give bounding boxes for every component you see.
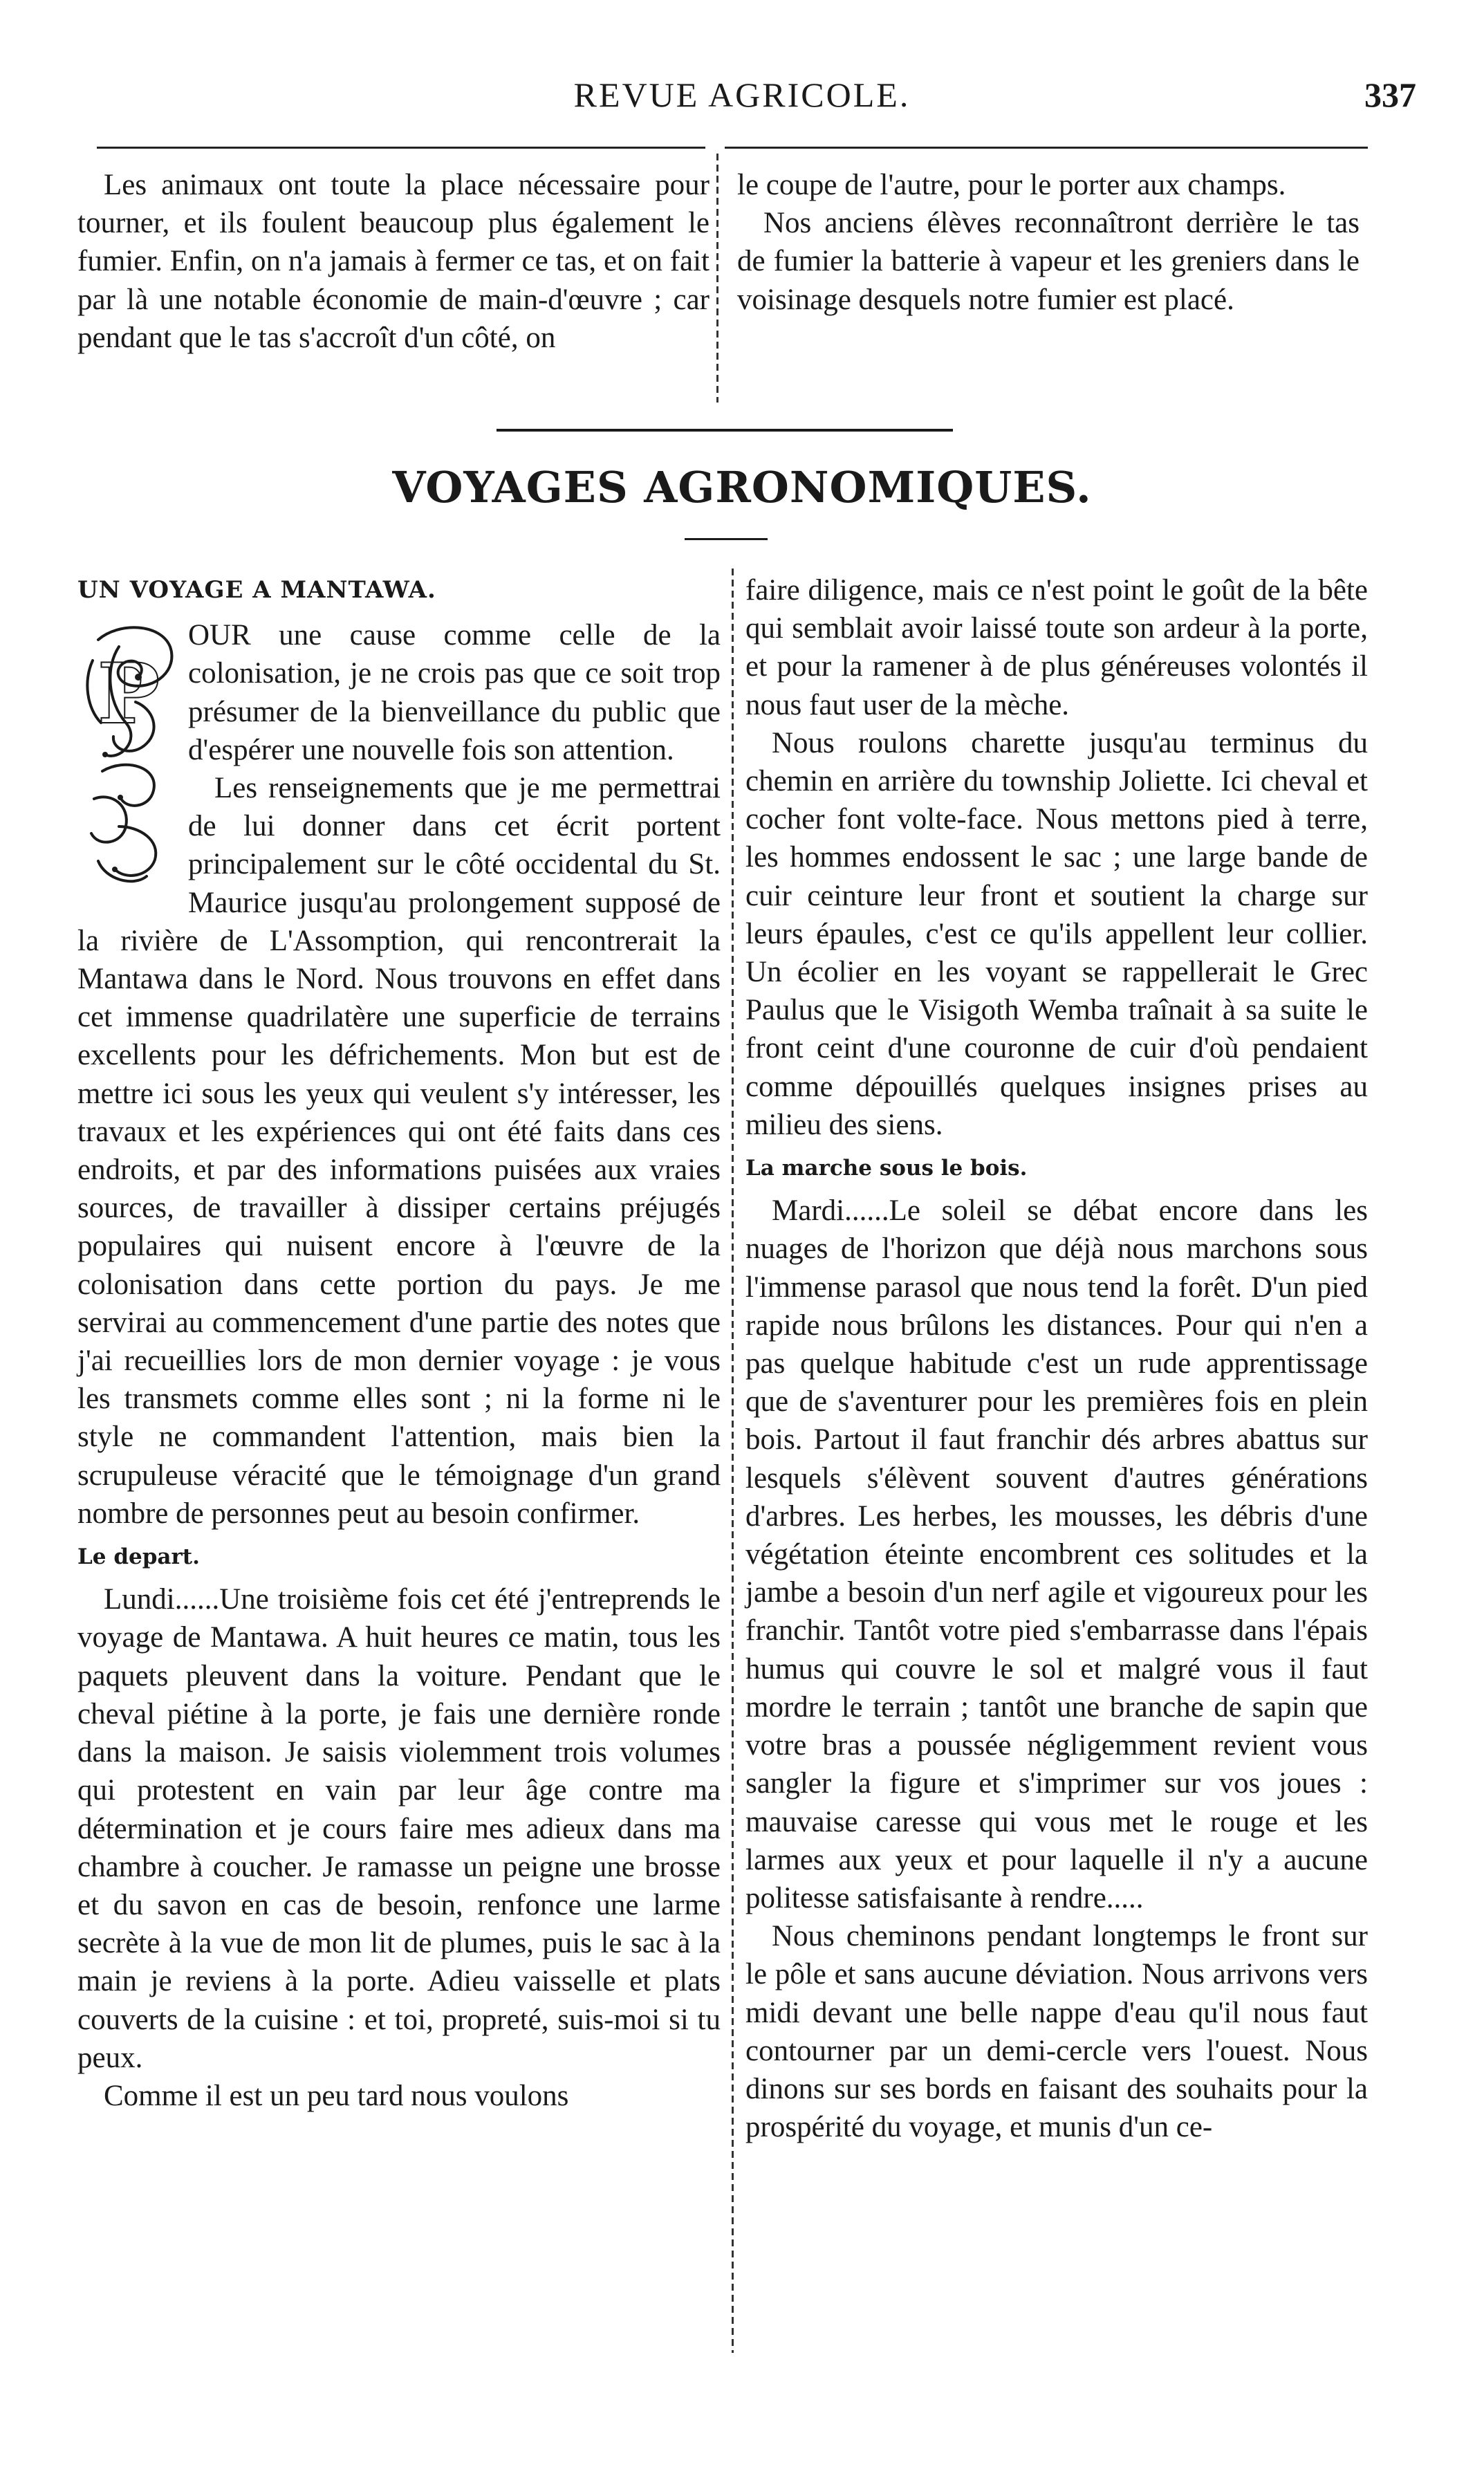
drop-cap-letter: P bbox=[97, 645, 160, 743]
header-rule-left bbox=[97, 147, 705, 149]
drop-cap bbox=[77, 619, 180, 890]
article-right-column bbox=[745, 571, 1368, 2146]
page-number: 337 bbox=[1364, 75, 1416, 114]
right-paragraph-3: Mardi......Le soleil se débat encore dans les nuages de l'horizon que déjà nous marchons sous l'immense parasol que nous tend la forêt. D'un pied rapide nous brûlons les distances. Pour qui n'en a pas quelque habitude c'est un rude apprentissage que de s'aventurer pour les premières fois en plein bois. Partout il faut franchir dés arbres abattus sur lesquels s'élèvent souvent d'autres générations d'arbres. Les herbes, les mousses, les débris d'une végétation éteinte encombrent ces solitudes et la jambe a besoin d'un nerf agile et vigoureux pour les franchir. Tantôt votre pied s'embarrasse dans l'épais humus qui couvre le sol et malgré vous il faut mordre le terrain ; tantôt une branche de sapin que votre bras a poussée négligemment revient vous sangler la figure et s'imprimer sur vos joues : mauvaise caresse qui vous met le rouge et les larmes aux yeux et pour laquelle il n'y a aucune politesse satisfaisante à rendre..... bbox=[745, 1194, 1368, 1914]
article-paragraph-3: Lundi......Une troisième fois cet été j'entreprends le voyage de Mantawa. A huit heures ce matin, tous les paquets pleuvent dans la voiture. Pendant que le cheval piétine à la porte, je fais une dernière ronde dans la maison. Je saisis violemment trois volumes qui protestent en vain par leur âge contre ma détermination et je cours faire mes adieux dans ma chambre à coucher. Je ramasse un peigne une brosse et du savon en cas de besoin, renfonce une larme secrète à la vue de mon lit de plumes, puis le sac à la main je reviens à la porte. Adieu vaisselle et plats couverts de la cuisine : et toi, propreté, suis-moi si tu peux. bbox=[77, 1583, 721, 2074]
running-title: REVUE AGRICOLE. bbox=[573, 75, 911, 114]
top-left-paragraph: Les animaux ont toute la place nécessaire pour tourner, et ils foulent beaucoup plus également le fumier. Enfin, on n'a jamais à fermer ce tas, et on fait par là une notable économie de main-d'œuvre ; car pendant que le tas s'accroît d'un côté, on bbox=[77, 169, 709, 354]
top-column-divider bbox=[716, 154, 718, 403]
section-rule-bottom bbox=[685, 538, 768, 540]
article-heading: UN VOYAGE A MANTAWA. bbox=[77, 576, 436, 604]
section-title: VOYAGES AGRONOMIQUES. bbox=[392, 462, 1092, 512]
lead-word: OUR bbox=[188, 619, 251, 652]
ornamental-p-icon bbox=[77, 619, 180, 890]
paragraph-1-rest: une cause comme celle de la colonisation, je ne crois pas que ce soit trop présumer de la bienveillance du public que d'espérer une nouvelle fois son attention. bbox=[188, 619, 721, 766]
top-left-column bbox=[77, 166, 709, 357]
right-paragraph-4: Nous cheminons pendant longtemps le front sur le pôle et sans aucune déviation. Nous arrivons vers midi devant une belle nappe d'eau qu'il nous faut contourner par un demi-cercle vers l'ouest. Nous dinons sur ses bords en faisant des souhaits pour la prospérité du voyage, et munis d'un ce- bbox=[745, 1920, 1368, 2144]
right-paragraph-1: faire diligence, mais ce n'est point le goût de la bête qui semblait avoir laissé toute son ardeur à la porte, et pour la ramener à de plus généreuses volontés il nous faut user de la mèche. bbox=[745, 574, 1368, 721]
section-rule-top bbox=[497, 429, 953, 432]
right-paragraph-2: Nous roulons charette jusqu'au terminus du chemin en arrière du township Joliette. Ici cheval et cocher font volte-face. Nous mettons pied à terre, les hommes endossent le sac ; une large bande de cuir ceinture leur front et soutient la charge sur leurs épaules, c'est ce qu'ils appellent leur collier. Un écolier en les voyant se rappellerait le Grec Paulus que le Visigoth Wemba traînait à sa suite le front ceint d'une couronne de cuir d'où pendaient comme dépouillés quelques insignes prises au milieu des siens. bbox=[745, 726, 1368, 1141]
subhead-depart: Le depart. bbox=[77, 1544, 200, 1570]
top-right-paragraph-2: Nos anciens élèves reconnaîtront derrière le tas de fumier la batterie à vapeur et les greniers dans le voisinage desquels notre fumier est placé. bbox=[737, 207, 1360, 316]
header-rule-right bbox=[725, 147, 1368, 149]
running-head bbox=[0, 75, 1484, 123]
top-right-column bbox=[737, 166, 1360, 319]
top-right-paragraph-1: le coupe de l'autre, pour le porter aux champs. bbox=[737, 169, 1286, 201]
subhead-marche: La marche sous le bois. bbox=[745, 1156, 1028, 1181]
article-paragraph-2: Les renseignements que je me permettrai de lui donner dans cet écrit portent principalement sur le côté occidental du St. Maurice jusqu'au prolongement supposé de la rivière de L'Assomption, qui rencontrerait la Mantawa dans le Nord. Nous trouvons en effet dans cet immense quadrilatère une superficie de terrains excellents pour les défrichements. Mon but est de mettre ici sous les yeux qui veulent s'y intéresser, les travaux et les expériences qui ont été faits dans ces endroits, et par des informations puisées aux vraies sources, de travailler à dissiper certains préjugés populaires qui nuisent encore à l'œuvre de la colonisation dans cette portion du pays. Je me servirai au commencement d'une partie des notes que j'ai recueillies lors de mon dernier voyage : je vous les transmets comme elles sont ; ni la forme ni le style ne commandent l'attention, mais bien la scrupuleuse véracité que le témoignage d'un grand nombre de personnes peut au besoin confirmer. bbox=[77, 772, 721, 1530]
article-column-divider bbox=[732, 569, 734, 2353]
article-left-column bbox=[77, 571, 721, 2115]
article-paragraph-4-start: Comme il est un peu tard nous voulons bbox=[104, 2079, 569, 2112]
